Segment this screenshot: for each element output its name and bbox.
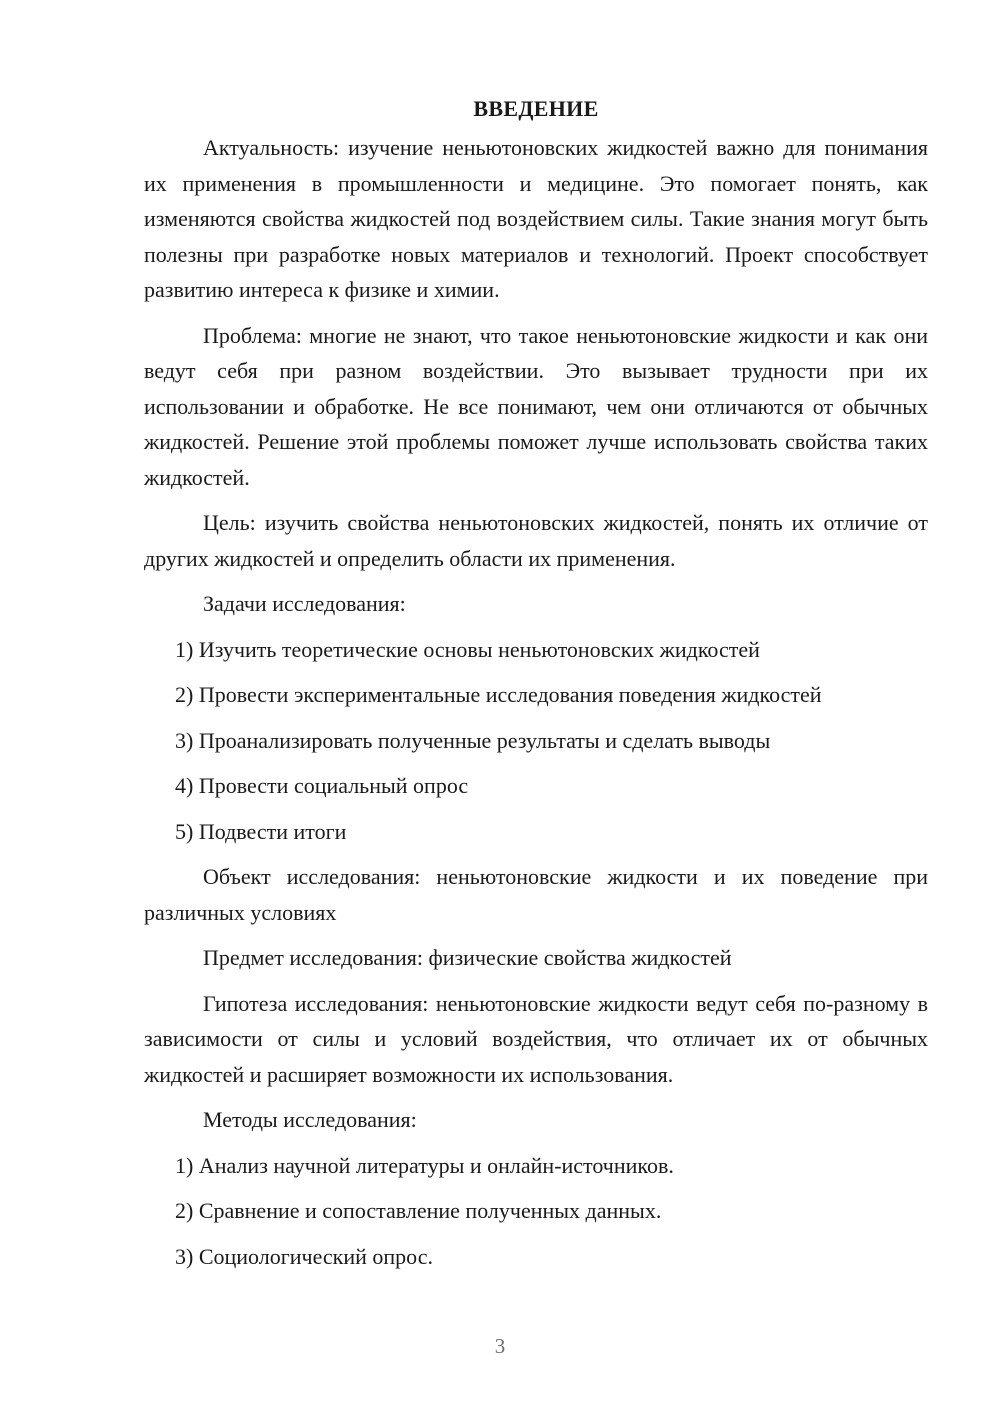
method-item: 1) Анализ научной литературы и онлайн-источников. — [175, 1152, 674, 1178]
goal-paragraph: Цель: изучить свойства неньютоновских жидкостей, понять их отличие от других жидкостей и определить области их применения. — [144, 510, 928, 571]
task-item: 2) Провести экспериментальные исследования поведения жидкостей — [175, 682, 822, 707]
page-number: 3 — [494, 1334, 506, 1358]
methods-heading: Методы исследования: — [203, 1107, 417, 1132]
task-item: 3) Проанализировать полученные результаты и сделать выводы — [175, 727, 771, 753]
relevance-paragraph: Актуальность: изучение неньютоновских жидкостей важно для понимания их применения в промышленности и медицине. Это помогает понять, как изменяются свойства жидкостей под воздействием силы. Такие знания могут быть полезны при разработке новых материалов и технологий. Проект способствует развитию интереса к физике и химии. — [144, 135, 928, 302]
section-title: ВВЕДЕНИЕ — [473, 96, 599, 121]
task-item: 4) Провести социальный опрос — [175, 773, 469, 798]
object-paragraph: Объект исследования: неньютоновские жидкости и их поведение при различных условиях — [144, 864, 928, 925]
hypothesis-paragraph: Гипотеза исследования: неньютоновские жидкости ведут себя по-разному в зависимости от силы и условий воздействия, что отличает их от обычных жидкостей и расширяет возможности их использования. — [144, 990, 928, 1087]
tasks-heading: Задачи исследования: — [203, 591, 406, 616]
problem-paragraph: Проблема: многие не знают, что такое неньютоновские жидкости и как они ведут себя при разном воздействии. Это вызывает трудности при их использовании и обработке. Не все понимают, чем они отличаются от обычных жидкостей. Решение этой проблемы поможет лучше использовать свойства таких жидкостей. — [144, 322, 928, 490]
task-item: 5) Подвести итоги — [175, 818, 347, 844]
page-content — [144, 94, 928, 1284]
task-item: 1) Изучить теоретические основы неньютоновских жидкостей — [175, 636, 760, 662]
method-item: 2) Сравнение и сопоставление полученных данных. — [175, 1198, 662, 1223]
method-item: 3) Социологический опрос. — [175, 1243, 433, 1269]
subject-line: Предмет исследования: физические свойства жидкостей — [203, 945, 732, 970]
